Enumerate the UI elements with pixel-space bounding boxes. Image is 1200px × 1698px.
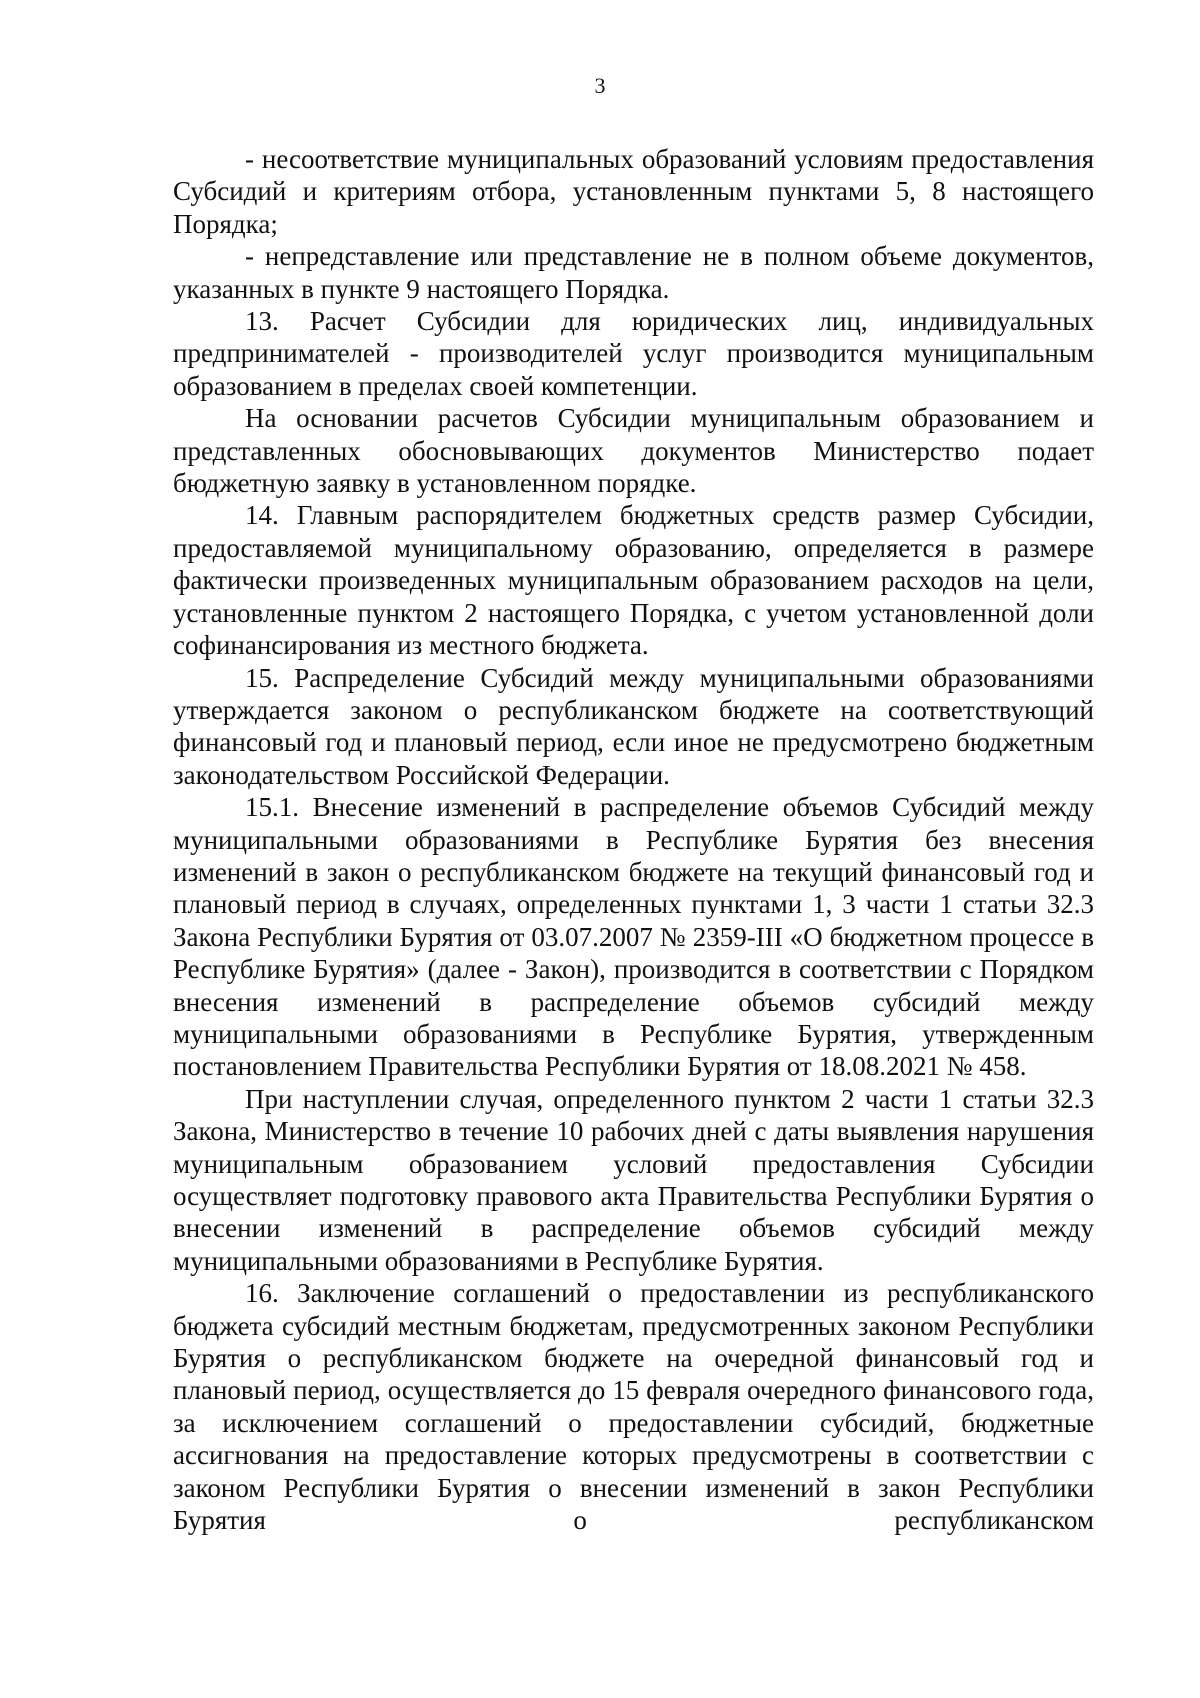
paragraph-15-1: 15.1. Внесение изменений в распределение объемов Субсидий между муниципальными образованиями в Республике Бурятия без внесения изменений в закон о республиканском бюджете на текущий финансовый год и плановый период в случаях, определенных пунктами 1, 3 части 1 статьи 32.3 Закона Республики Бурятия от 03.07.2007 № 2359-III «О бюджетном процессе в Республике Бурятия» (далее - Закон), производится в соответствии с Порядком внесения изменений в распределение объемов субсидий между муниципальными образованиями в Республике Бурятия, утвержденным постановлением Правительства Республики Бурятия от 18.08.2021 № 458. xyxy=(173,792,1094,1082)
paragraph-budget-request: На основании расчетов Субсидии муниципальным образованием и представленных обосновывающих документов Министерство подает бюджетную заявку в установленном порядке. xyxy=(173,403,1094,499)
page-number: 3 xyxy=(594,73,606,98)
paragraph-16: 16. Заключение соглашений о предоставлении из республиканского бюджета субсидий местным бюджетам, предусмотренных законом Республики Бурятия о республиканском бюджете на очередной финансовый год и плановый период, осуществляется до 15 февраля очередного финансового года, за исключением соглашений о предоставлении субсидий, бюджетные ассигнования на предоставление которых предусмотрены в соответствии с законом Республики Бурятия о внесении изменений в закон Республики Бурятия о республиканском xyxy=(173,1278,1094,1536)
document-body xyxy=(173,143,1094,1536)
paragraph-criteria-mismatch: - несоответствие муниципальных образований условиям предоставления Субсидий и критериям отбора, установленным пунктами 5, 8 настоящего Порядка; xyxy=(173,144,1094,239)
paragraph-15: 15. Распределение Субсидий между муниципальными образованиями утверждается законом о республиканском бюджете на соответствующий финансовый год и плановый период, если иное не предусмотрено бюджетным законодательством Российской Федерации. xyxy=(173,662,1094,790)
paragraph-documents-missing: - непредставление или представление не в полном объеме документов, указанных в пункте 9 настоящего Порядка. xyxy=(173,241,1094,304)
paragraph-14: 14. Главным распорядителем бюджетных средств размер Субсидии, предоставляемой муниципальному образованию, определяется в размере фактически произведенных муниципальным образованием расходов на цели, установленные пунктом 2 настоящего Порядка, с учетом установленной доли софинансирования из местного бюджета. xyxy=(173,500,1094,661)
paragraph-13: 13. Расчет Субсидии для юридических лиц, индивидуальных предпринимателей - производителей услуг производится муниципальным образованием в пределах своей компетенции. xyxy=(173,306,1094,401)
paragraph-violation-case: При наступлении случая, определенного пунктом 2 части 1 статьи 32.3 Закона, Министерство в течение 10 рабочих дней с даты выявления нарушения муниципальным образованием условий предоставления Субсидии осуществляет подготовку правового акта Правительства Республики Бурятия о внесении изменений в распределение объемов субсидий между муниципальными образованиями в Республике Бурятия. xyxy=(173,1083,1094,1276)
